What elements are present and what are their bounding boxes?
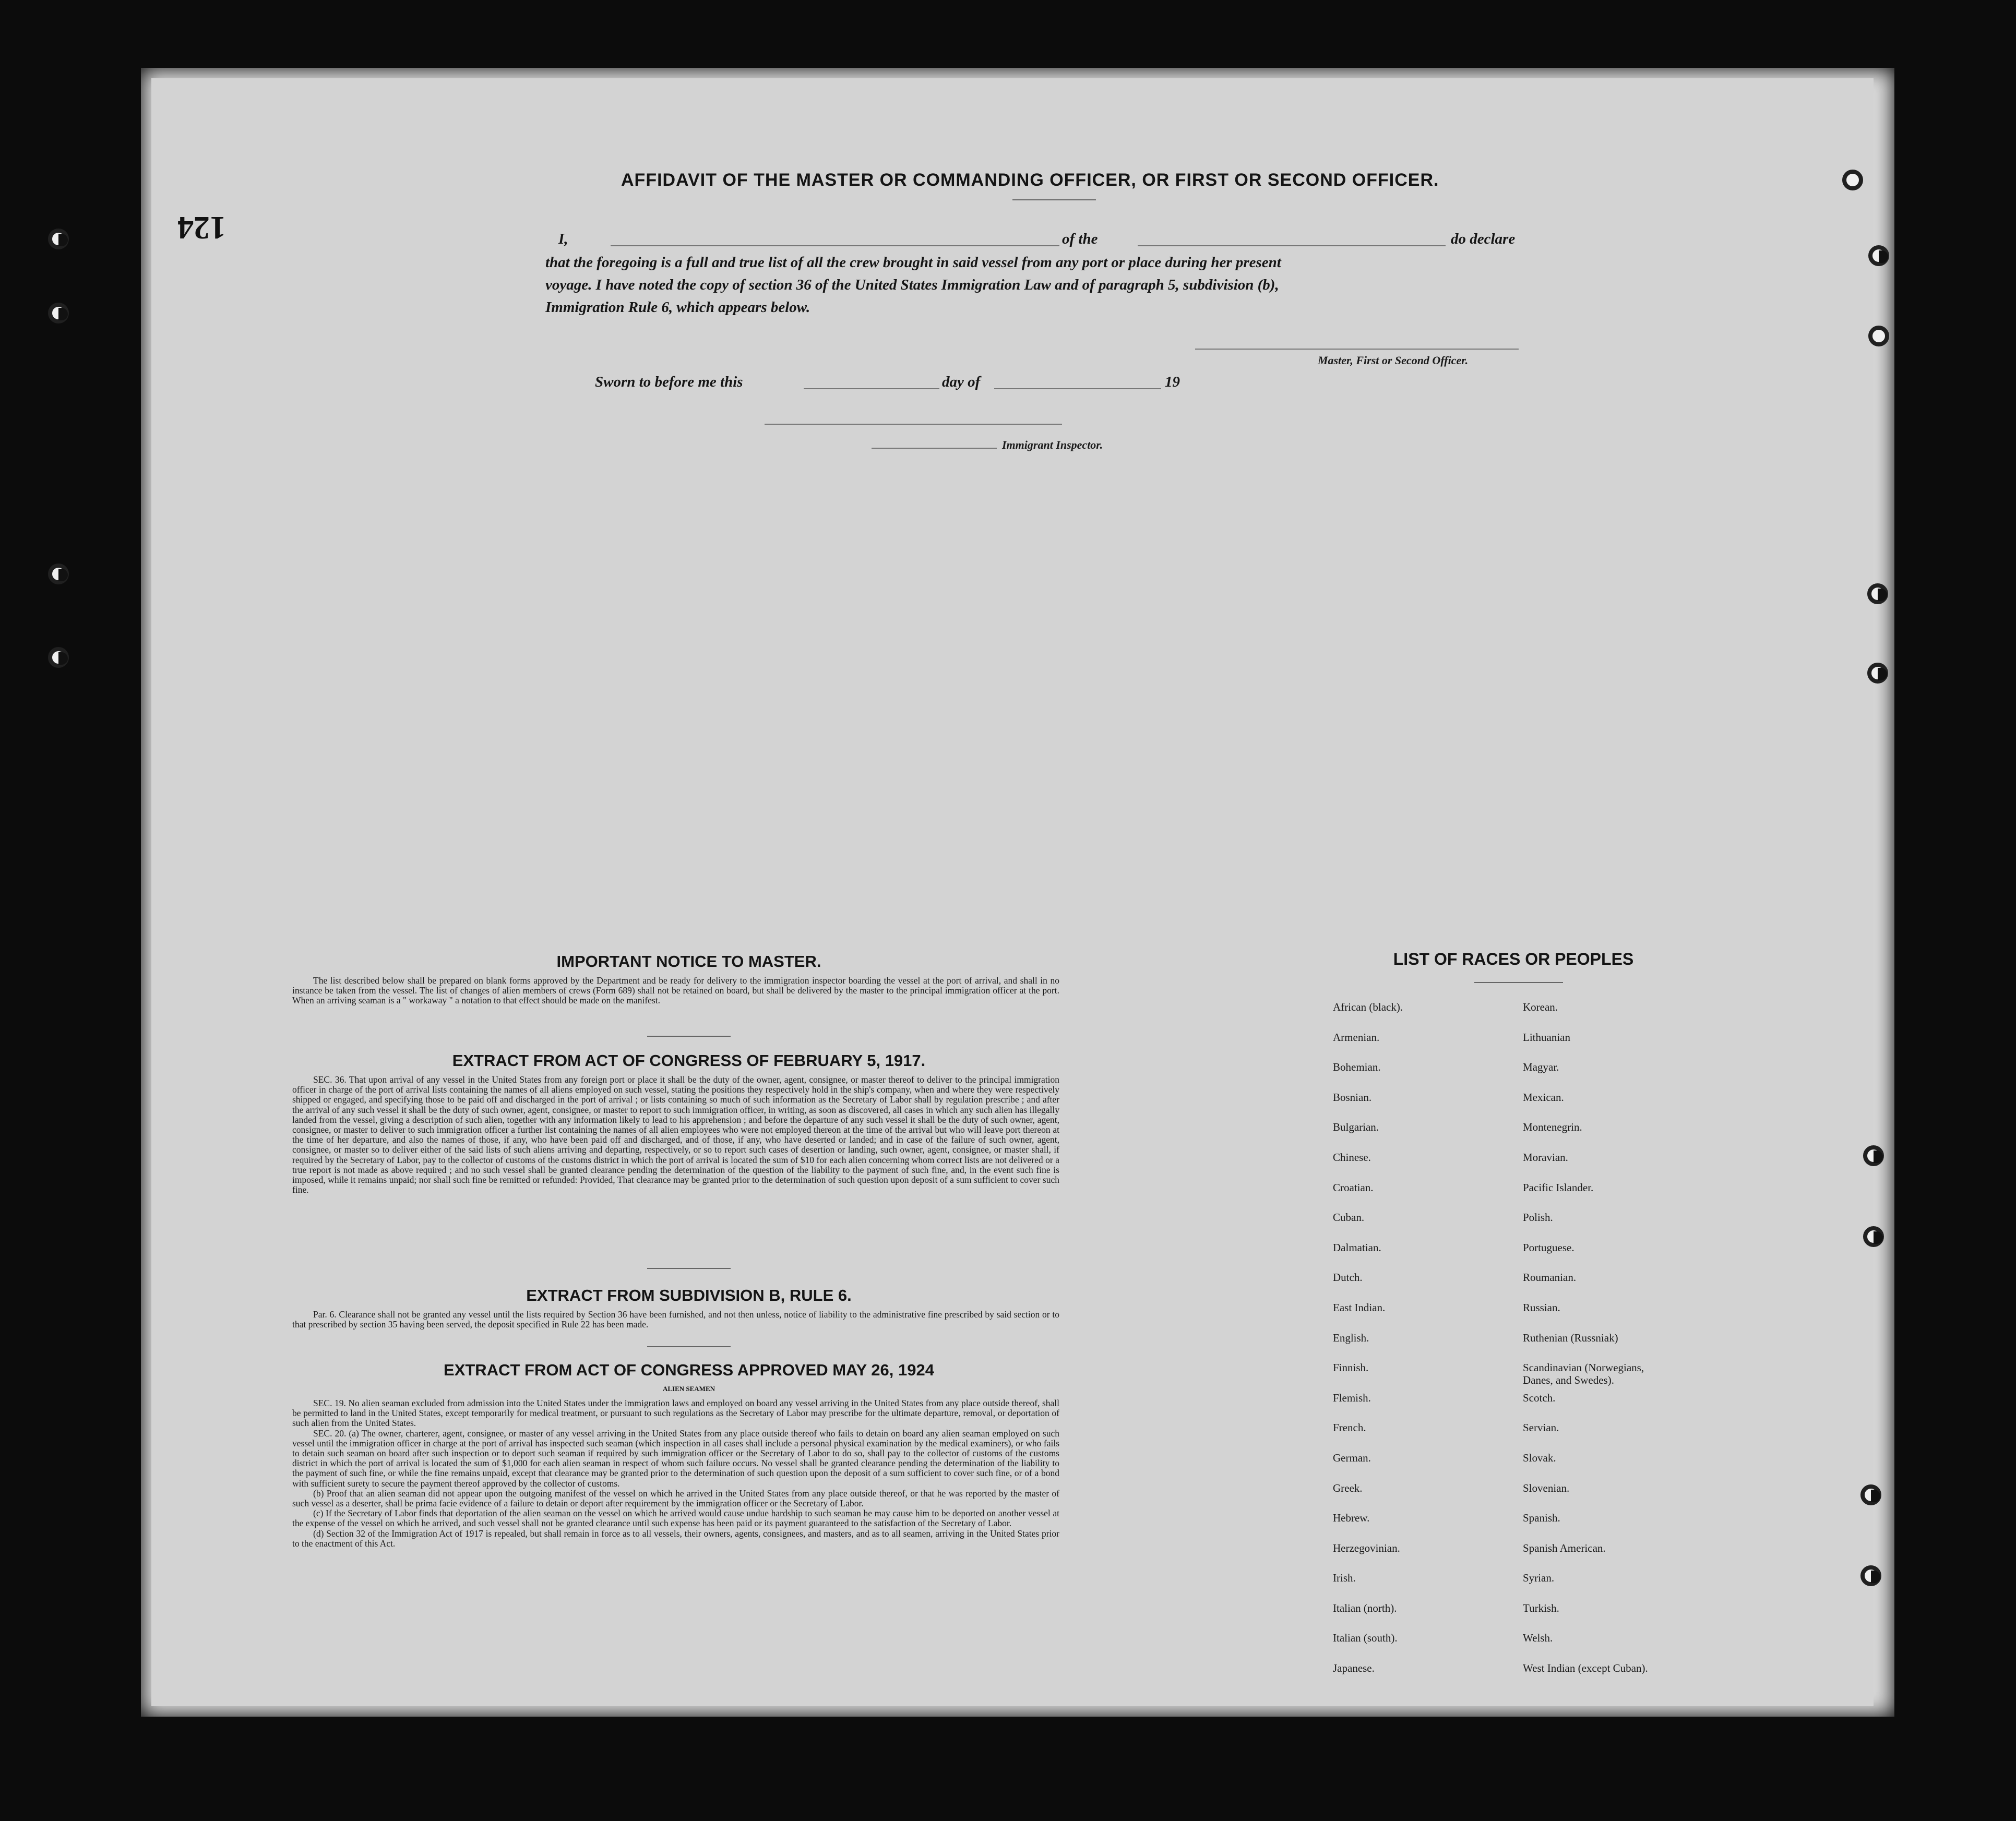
- race-row: [1333, 1421, 1750, 1452]
- race-name: Scandinavian (Norwegians, Danes, and Swedes).: [1523, 1361, 1644, 1387]
- race-name: West Indian (except Cuban).: [1523, 1662, 1648, 1675]
- race-name: Herzegovinian.: [1333, 1541, 1400, 1554]
- race-name: English.: [1333, 1331, 1369, 1344]
- race-name: Montenegrin.: [1523, 1121, 1582, 1134]
- race-row: [1333, 1572, 1750, 1602]
- binder-hole-left-2: [48, 303, 69, 324]
- race-name: Syrian.: [1523, 1572, 1555, 1585]
- race-name: Ruthenian (Russniak): [1523, 1331, 1618, 1344]
- binder-hole-right-6: [1863, 1145, 1884, 1166]
- race-row: [1333, 1001, 1750, 1031]
- race-name: Dalmatian.: [1333, 1241, 1381, 1254]
- race-row: [1333, 1512, 1750, 1542]
- extract-rule6-title: EXTRACT FROM SUBDIVISION B, RULE 6.: [526, 1286, 852, 1304]
- vessel-field-line[interactable]: [1138, 245, 1446, 246]
- race-row: [1333, 1452, 1750, 1482]
- race-name: Hebrew.: [1333, 1512, 1370, 1525]
- race-row: [1333, 1061, 1750, 1091]
- handwritten-page-number: 124: [177, 210, 226, 245]
- binder-hole-right-8: [1860, 1484, 1881, 1505]
- sworn-month-line[interactable]: [994, 388, 1161, 389]
- race-row: [1333, 1181, 1750, 1212]
- race-name: Servian.: [1523, 1421, 1559, 1434]
- race-name: Dutch.: [1333, 1271, 1363, 1284]
- inspector-signature-line-1[interactable]: [765, 424, 1062, 425]
- race-name: Armenian.: [1333, 1031, 1380, 1044]
- race-row: [1333, 1361, 1750, 1392]
- race-name: Turkish.: [1523, 1601, 1559, 1614]
- race-name: Korean.: [1523, 1001, 1558, 1013]
- inspector-label: Immigrant Inspector.: [1002, 438, 1103, 451]
- race-name: Magyar.: [1523, 1061, 1559, 1074]
- binder-hole-right-1: [1842, 170, 1863, 190]
- race-row: [1333, 1332, 1750, 1362]
- race-name: East Indian.: [1333, 1301, 1386, 1314]
- race-name: Russian.: [1523, 1301, 1560, 1314]
- affidavit-title: AFFIDAVIT OF THE MASTER OR COMMANDING OFFICER, OR FIRST OR SECOND OFFICER.: [621, 170, 1439, 190]
- race-row: [1333, 1151, 1750, 1181]
- race-name: Mexican.: [1523, 1091, 1564, 1104]
- race-name: Croatian.: [1333, 1181, 1374, 1194]
- extract-rule6-rule: [647, 1346, 731, 1347]
- extract-1924-text: [292, 1398, 1059, 1549]
- race-row: [1333, 1602, 1750, 1632]
- race-row: [1333, 1301, 1750, 1332]
- affidavit-line3: voyage. I have noted the copy of section 36 of the United States Immigration Law and of paragraph 5, subdivision (b),: [545, 277, 1279, 293]
- binder-hole-right-4: [1867, 583, 1888, 604]
- sworn-text: Sworn to before me this: [595, 374, 743, 390]
- notice-rule: [647, 1036, 731, 1037]
- master-signature-line[interactable]: [1195, 349, 1519, 350]
- race-row: [1333, 1031, 1750, 1061]
- race-name: Slovak.: [1523, 1451, 1556, 1464]
- notice-title: IMPORTANT NOTICE TO MASTER.: [556, 952, 821, 971]
- race-name: Chinese.: [1333, 1151, 1371, 1164]
- race-row: [1333, 1542, 1750, 1572]
- race-row: [1333, 1211, 1750, 1241]
- race-name: Finnish.: [1333, 1361, 1369, 1374]
- race-row: [1333, 1662, 1750, 1692]
- extract-1924-subtitle: ALIEN SEAMEN: [662, 1385, 715, 1393]
- binder-hole-left-4: [48, 647, 69, 668]
- binder-hole-right-5: [1867, 663, 1888, 684]
- extract-1917-rule: [647, 1268, 731, 1269]
- race-name: Flemish.: [1333, 1391, 1371, 1404]
- race-name: Italian (north).: [1333, 1601, 1397, 1614]
- race-row: [1333, 1121, 1750, 1151]
- binder-hole-right-3: [1868, 326, 1889, 346]
- extract-1924-title: EXTRACT FROM ACT OF CONGRESS APPROVED MAY 26, 1924: [444, 1361, 934, 1379]
- race-row: [1333, 1271, 1750, 1301]
- inspector-signature-line-2[interactable]: [872, 448, 997, 449]
- binder-hole-right-9: [1860, 1565, 1881, 1586]
- sworn-year-prefix: 19: [1165, 374, 1180, 390]
- extract-1924-paragraph: SEC. 19. No alien seaman excluded from admission into the United States under the immigration laws and employed on board any vessel arriving in the United States from any place outside thereof, shall be permitted to land in the United States, except temporarily for medical treatment, or pursuant to such regulations as the Secretary of Labor may prescribe for the ultimate departure, removal, or deportation of such alien from the United States.: [292, 1398, 1059, 1429]
- binder-hole-right-7: [1863, 1226, 1884, 1247]
- sworn-day-of: day of: [942, 374, 981, 390]
- race-name: Bosnian.: [1333, 1091, 1372, 1104]
- races-title-rule: [1474, 982, 1563, 983]
- race-row: [1333, 1482, 1750, 1512]
- race-name: Greek.: [1333, 1481, 1363, 1494]
- race-name: Japanese.: [1333, 1662, 1375, 1675]
- races-list: [1333, 1001, 1750, 1692]
- race-name: Bohemian.: [1333, 1061, 1381, 1074]
- affidavit-line4: Immigration Rule 6, which appears below.: [545, 299, 810, 316]
- race-row: [1333, 1392, 1750, 1422]
- extract-1924-paragraph: (d) Section 32 of the Immigration Act of 1917 is repealed, but shall remain in force as to all vessels, their owners, agents, consignees, and masters, and as to all seamen, arriving in the United States prior to the enactment of this Act.: [292, 1528, 1059, 1549]
- races-title: LIST OF RACES OR PEOPLES: [1393, 950, 1634, 968]
- race-name: Irish.: [1333, 1572, 1356, 1585]
- binder-hole-right-2: [1868, 245, 1889, 266]
- affidavit-line1-declare: do declare: [1451, 231, 1516, 247]
- race-name: African (black).: [1333, 1001, 1403, 1013]
- affidavit-line2: that the foregoing is a full and true list of all the crew brought in said vessel from any port or place during her present: [545, 254, 1281, 271]
- race-name: Welsh.: [1523, 1632, 1553, 1645]
- name-field-line[interactable]: [611, 245, 1059, 246]
- sworn-day-line[interactable]: [804, 388, 939, 389]
- race-name: Slovenian.: [1523, 1481, 1570, 1494]
- race-name: Lithuanian: [1523, 1031, 1570, 1044]
- binder-hole-left-1: [48, 229, 69, 249]
- race-row: [1333, 1091, 1750, 1121]
- affidavit-line1-i: I,: [558, 231, 568, 247]
- race-name: German.: [1333, 1451, 1371, 1464]
- master-signature-label: Master, First or Second Officer.: [1318, 354, 1469, 367]
- notice-text: The list described below shall be prepared on blank forms approved by the Department and be ready for delivery to the immigration inspector boarding the vessel at the port of arrival, and shall in no instance be taken from the vessel. The list of changes of alien members of crews (Form 689) shall not be retained on board, but shall be delivered by the master to the principal immigration officer at the port. When an arriving seaman is a " workaway " a notation to that effect should be made on the manifest.: [292, 975, 1059, 1006]
- race-row: [1333, 1632, 1750, 1662]
- race-name: Pacific Islander.: [1523, 1181, 1594, 1194]
- race-name: Cuban.: [1333, 1211, 1365, 1224]
- race-row: [1333, 1241, 1750, 1272]
- extract-1924-paragraph: (b) Proof that an alien seaman did not appear upon the outgoing manifest of the vessel on which he arrived in the United States from any place outside thereof, or that he was reported by the master of such vessel as a deserter, shall be prima facie evidence of a failure to detain or deport after requirement by the immigration officer or the Secretary of Labor.: [292, 1488, 1059, 1509]
- race-name: French.: [1333, 1421, 1366, 1434]
- extract-rule6-text: Par. 6. Clearance shall not be granted any vessel until the lists required by Section 36 have been furnished, and not then unless, notice of liability to the administrative fine prescribed by said section or to that prescribed by section 35 having been served, the deposit specified in Rule 22 has been made.: [292, 1309, 1059, 1330]
- extract-1924-paragraph: (c) If the Secretary of Labor finds that deportation of the alien seaman on the vessel on which he arrived would cause undue hardship to such seaman he may cause him to be deported on another vessel at the expense of the vessel on which he arrived, and such vessel shall not be granted clearance until such expense has been paid or its payment guaranteed to the satisfaction of the Secretary of Labor.: [292, 1508, 1059, 1529]
- race-name: Roumanian.: [1523, 1271, 1577, 1284]
- race-name: Italian (south).: [1333, 1632, 1398, 1645]
- affidavit-line1-of-the: of the: [1062, 231, 1098, 247]
- race-name: Polish.: [1523, 1211, 1553, 1224]
- race-name: Spanish American.: [1523, 1541, 1606, 1554]
- extract-1924-paragraph: SEC. 20. (a) The owner, charterer, agent, consignee, or master of any vessel arriving in the United States from any place outside thereof who fails to detain on board any alien seaman employed on such vessel until the immigration officer in charge at the port of arrival has inspected such seaman (which inspection in all cases shall include a personal physical examination by the medical examiners), or who fails to detain such seaman on board after such inspection or to deport such seaman if required by such immigration officer or the Secretary of Labor to do so, shall pay to the collector of customs of the customs district in which the port of arrival is located the sum of $1,000 for each alien seaman in respect of whom such failure occurs. No vessel shall be granted clearance pending the determination of the liability to the payment of such fine, or while the fine remains unpaid, except that clearance may be granted prior to the determination of such question upon the deposit of a sum sufficient to cover such fine, or of a bond with sufficient surety to secure the payment thereof approved by the collector of customs.: [292, 1428, 1059, 1489]
- affidavit-title-rule: [1012, 199, 1096, 200]
- race-name: Spanish.: [1523, 1512, 1560, 1525]
- race-name: Scotch.: [1523, 1391, 1556, 1404]
- race-name: Moravian.: [1523, 1151, 1568, 1164]
- race-name: Bulgarian.: [1333, 1121, 1379, 1134]
- binder-hole-left-3: [48, 564, 69, 584]
- extract-1917-text: SEC. 36. That upon arrival of any vessel in the United States from any foreign port or place it shall be the duty of the owner, agent, consignee, or master thereof to deliver to the principal immigration officer in charge of the port of arrival lists containing the names of all aliens employed on such vessel, stating the positions they respectively hold in the ship's company, when and where they were respectively shipped or engaged, and specifying those to be paid off and discharged in the port of arrival ; or lists containing so much of such information as the Secretary of Labor shall by regulation prescribe ; and after the arrival of any such vessel it shall be the duty of such owner, agent, consignee, or master to report to such immigration officer, in writing, as soon as discovered, all cases in which any such alien has illegally landed from the vessel, giving a description of such alien, together with any information likely to lead to his apprehension ; and before the departure of any such vessel it shall be the duty of such owner, agent, consignee, or master to deliver to such immigration officer a further list containing the names of all alien employees who were not employed thereon at the time of the arrival but who will leave port thereon at the time of her departure, and also the names of those, if any, who have been paid off and discharged, and of those, if any, who have deserted or landed; and in case of the failure of such owner, agent, consignee, or master so to deliver either of the said lists of such aliens arriving and departing, respectively, or so to report such cases of desertion or landing, such owner, agent, consignee, or master shall, if required by the Secretary of Labor, pay to the collector of customs of the customs district in which the port of arrival is located the sum of $10 for each alien concerning whom correct lists are not delivered or a true report is not made as above required ; and no such vessel shall be granted clearance pending the determination of the question of the liability to the payment of such fine, and, in the event such fine is imposed, while it remains unpaid; nor shall such fine be remitted or refunded: Provided, That clearance may be granted prior to the determination of such question upon deposit of a sum sufficient to cover such fine.: [292, 1074, 1059, 1195]
- race-name: Portuguese.: [1523, 1241, 1574, 1254]
- extract-1917-title: EXTRACT FROM ACT OF CONGRESS OF FEBRUARY 5, 1917.: [452, 1051, 926, 1070]
